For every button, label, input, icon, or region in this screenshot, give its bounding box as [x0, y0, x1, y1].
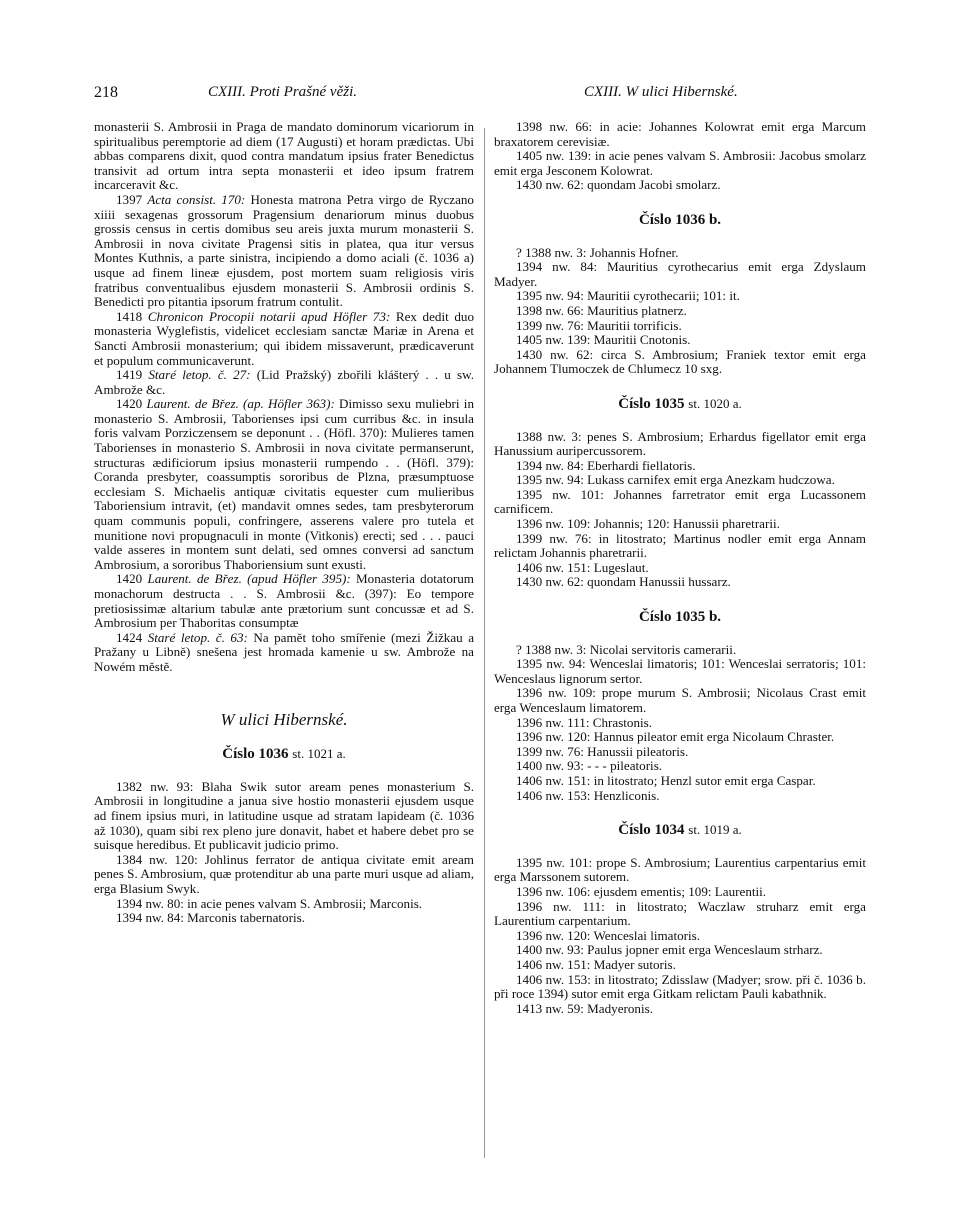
entry: ? 1388 nw. 3: Nicolai servitoris camerarii. [516, 641, 737, 657]
source-citation: Laurent. de Břez. (apud Höfler 395): [147, 571, 351, 587]
entry: 1406 nw. 151: Madyer sutoris. [516, 956, 676, 972]
right-running-title: CXIII. W ulici Hibernské. [584, 84, 738, 100]
entry: 1406 nw. 153: in litostrato; Zdisslaw (Madyer; srow. při č. 1036 b. při roce 1394) sutor emit erga Gitkam relictam Pauli kabathnik. [494, 971, 866, 1002]
paragraph: 1418 Chronicon Procopii notarii apud Höfler 73: Rex dedit duo monasteria Wyglefistis, videlicet ecclesiam sanctæ Mariæ in Arena et Sancti Ambrosii monasterium; qui ibidem missaverunt, prædicaverunt et populum communicaverunt. [94, 308, 474, 368]
entry: 1396 nw. 120: Wenceslai limatoris. [516, 927, 701, 943]
entry: 1413 nw. 59: Madyeronis. [516, 1000, 653, 1016]
entry: 1400 nw. 93: Paulus jopner emit erga Wenceslaum strharz. [516, 942, 823, 958]
entry: 1399 nw. 76: in litostrato; Martinus nodler emit erga Annam relictam Johannis pharetrarii. [494, 530, 866, 561]
paragraph: 1397 Acta consist. 170: Honesta matrona Petra virgo de Ryczano xiiii sexagenas grossorum Pragensium denariorum minus duobus grossis census in certis domibus seu areis juxta murum monasterii S. Ambrosii in nova civitate Pragensi sitis in platea, qua itur versus Montes Kuthnis, a parte sinistra, incipiendo a domo aciali (č. 1036 a) usque ad finem lineæ ejusdem, post mortem suam religiosis viris fratribus conventualibus ejusdem monasterii S. Ambrosii ordinis S. Benedicti pro pitantia ipsorum fratrum contulit. [94, 191, 474, 310]
entry: 1400 nw. 93: - - - pileatoris. [516, 758, 663, 774]
entry: 1396 nw. 111: in litostrato; Waczlaw struharz emit erga Laurentium carpentarium. [494, 898, 866, 929]
section-heading: Číslo 1034 st. 1019 a. [618, 822, 742, 839]
entry: 1399 nw. 76: Mauritii torrificis. [516, 317, 682, 333]
entry: 1384 nw. 120: Johlinus ferrator de antiqua civitate emit aream penes S. Ambrosium, quæ protenditur ab una parte muri usque ad aliam, erga Blasium Swyk. [94, 851, 474, 896]
entry: 1394 nw. 84: Mauritius cyrothecarius emit erga Zdyslaum Madyer. [494, 259, 866, 289]
entry: 1396 nw. 109: Johannis; 120: Hanussii pharetrarii. [516, 516, 780, 532]
entry: 1395 nw. 101: Johannes farretrator emit erga Lucassonem carnificem. [494, 486, 866, 517]
entry: 1394 nw. 84: Marconis tabernatoris. [116, 910, 305, 926]
section-heading: Číslo 1036 st. 1021 a. [222, 746, 346, 763]
section-heading: Číslo 1035 st. 1020 a. [618, 395, 742, 412]
entry: 1394 nw. 80: in acie penes valvam S. Ambrosii; Marconis. [116, 895, 423, 911]
paragraph: 1420 Laurent. de Břez. (apud Höfler 395): Monasteria dotatorum monachorum destructa . . S. Ambrosii &c. (397): Eo tempore pretiosissimæ altarium tabulæ ante prætorium sunt concussæ et ad S. Ambrosium per Thaboritas consumptæ [94, 571, 474, 631]
source-citation: Laurent. de Břez. (ap. Höfler 363): [146, 396, 335, 412]
entry: 1398 nw. 66: in acie: Johannes Kolowrat emit erga Marcum braxatorem cerevisiæ. [494, 119, 866, 149]
entry: 1395 nw. 94: Wenceslai limatoris; 101: Wenceslai serratoris; 101: Wenceslaus lignorum sertor. [494, 656, 866, 686]
entry: 1406 nw. 151: Lugeslaut. [516, 559, 649, 575]
entry: 1382 nw. 93: Blaha Swik sutor aream penes monasterium S. Ambrosii in longitudine a janua sive hostio monasterii ejusdem usque ad finem ipsius muri, in latitudine usque ad stratam lapideam (č. 1036 až 1030), quam sibi rex pleno jure donavit, habet et habere debet pro se suisque heredibus. Et publicavit judicio primo. [94, 778, 474, 853]
entry: 1396 nw. 109: prope murum S. Ambrosii; Nicolaus Crast emit erga Wenceslaum limatorem. [494, 685, 866, 715]
entry: 1395 nw. 94: Mauritii cyrothecarii; 101: it. [516, 288, 740, 304]
entry: 1398 nw. 66: Mauritius platnerz. [516, 302, 687, 318]
right-column [494, 120, 866, 1016]
entry: 1388 nw. 3: penes S. Ambrosium; Erhardus figellator emit erga Hanussium auripercussorem. [494, 428, 866, 459]
column-divider [484, 128, 485, 1158]
source-citation: Acta consist. 170: [147, 191, 246, 207]
entry: ? 1388 nw. 3: Johannis Hofner. [516, 244, 679, 260]
entry: 1399 nw. 76: Hanussii pileatoris. [516, 743, 689, 759]
entry: 1405 nw. 139: in acie penes valvam S. Ambrosii: Jacobus smolarz emit erga Jesconem Kolowrat. [494, 148, 866, 178]
entry: 1396 nw. 106: ejusdem ementis; 109: Laurentii. [516, 883, 767, 899]
left-column [94, 120, 474, 926]
source-citation: Staré letop. č. 27: [148, 367, 251, 383]
entry: 1430 nw. 62: quondam Jacobi smolarz. [516, 177, 721, 193]
paragraph: 1419 Staré letop. č. 27: (Lid Pražský) zbořili klášterý . . u sw. Ambrože &c. [94, 367, 475, 397]
paragraph: 1424 Staré letop. č. 63: Na pamět toho smířenie (mezi Žižkau a Pražany u Libně) snešena jest hromada kamenie u sw. Ambrože na Nowém městě. [94, 629, 475, 674]
entry: 1394 nw. 84: Eberhardi fiellatoris. [516, 457, 696, 473]
source-citation: Chronicon Procopii notarii apud Höfler 73: [147, 308, 391, 324]
page-number: 218 [94, 84, 118, 101]
entry: 1430 nw. 62: circa S. Ambrosium; Franiek textor emit erga Johannem Tlumoczek de Chlumecz 10 sxg. [494, 346, 866, 377]
entry: 1395 nw. 101: prope S. Ambrosium; Laurentius carpentarius emit erga Marssonem sutorem. [494, 854, 866, 885]
street-heading: W ulici Hibernské. [220, 709, 348, 729]
entry: 1396 nw. 111: Chrastonis. [516, 714, 653, 730]
section-heading: Číslo 1035 b. [638, 609, 722, 626]
entry: 1406 nw. 153: Henzliconis. [516, 787, 660, 803]
entry: 1430 nw. 62: quondam Hanussii hussarz. [516, 574, 731, 590]
entry: 1395 nw. 94: Lukass carnifex emit erga Anezkam hudczowa. [516, 472, 835, 488]
entry: 1406 nw. 151: in litostrato; Henzl sutor emit erga Caspar. [516, 772, 816, 788]
left-running-title: CXIII. Proti Prašné věži. [208, 84, 357, 100]
paragraph: monasterii S. Ambrosii in Praga de mandato dominorum vicariorum in spiritualibus peremptorie ad diem (17 Augusti) et horam prædictas. Ubi abbas comparens dixit, quod contra mandatum ipsius frater Benedictus transivit ad ortum intra septa monasterii et ideo ipsum fratrem incarceravit &c. [94, 119, 474, 193]
paragraph: 1420 Laurent. de Břez. (ap. Höfler 363): Dimisso sexu muliebri in monasterio S. Ambrosii, Taborienses ipsi cum curribus &c. in insula foris valvam Porziczensem se deponunt . . (Höfl. 370): Mulieres tamen Taborienses in monasterio S. Ambrosii in nova civitate permanserunt, structuras ædificiorum ipsius monasterii rumpendo . . (Höfl. 379): Coranda presbyter, coassumptis sororibus de Plzna, præsumptuose ecclesiam S. Michaelis antiquæ civitatis equester cum mulieribus Taboriensium intravit, (et) mandavit omnes sedes, tam presbyterorum quam communis populi, confringere, asserens valere pro tutela et munitione novi propugnaculi in monte (Vitkonis) erecti; sed . . . pauci valde asseres in montem sunt delati, sed omnes conversi ad sanctum Ambrosium, a sororibus Thaboriensium sunt exusti. [94, 396, 474, 572]
entry: 1405 nw. 139: Mauritii Cnotonis. [516, 332, 691, 348]
source-citation: Staré letop. č. 63: [147, 629, 248, 645]
section-heading: Číslo 1036 b. [638, 211, 722, 228]
entry: 1396 nw. 120: Hannus pileator emit erga Nicolaum Chraster. [516, 729, 835, 745]
